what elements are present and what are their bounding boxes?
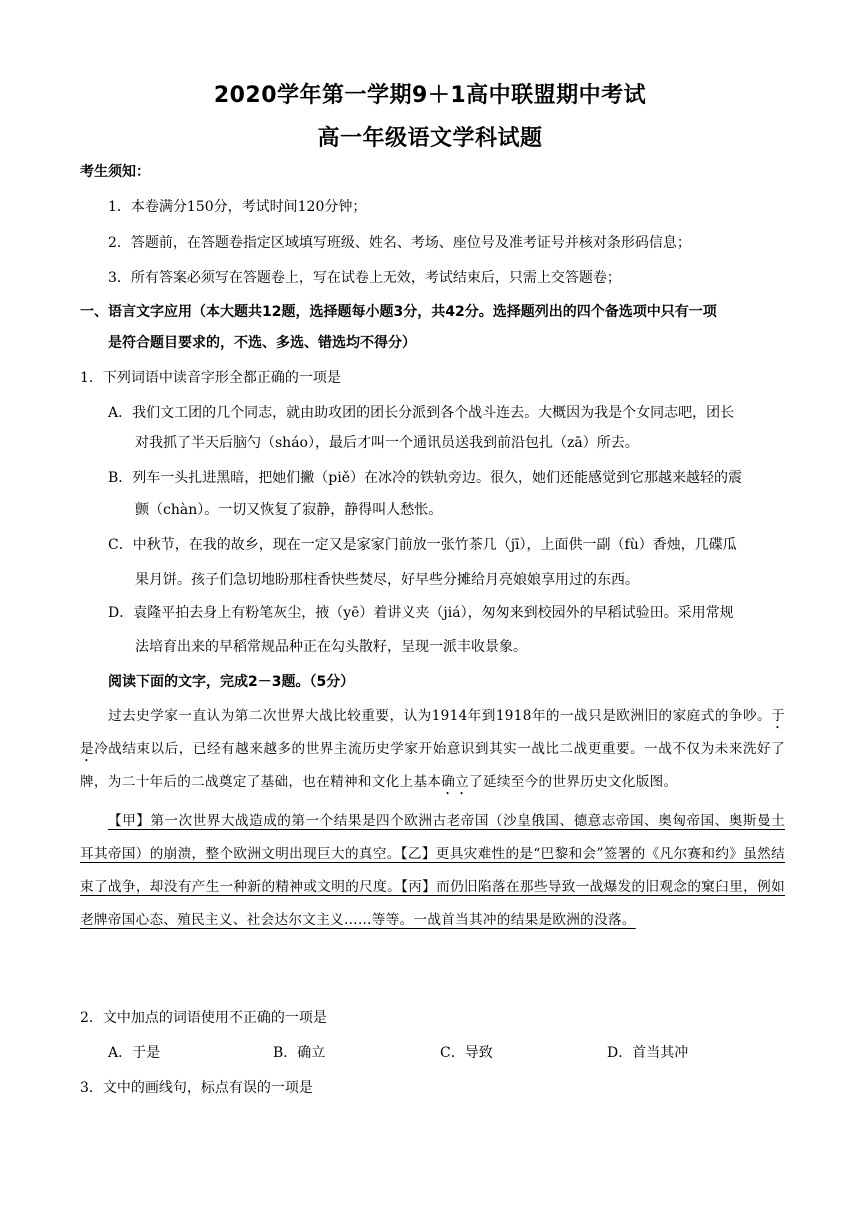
section1-heading-cont: 是符合题目要求的，不选、多选、错选均不得分） (108, 335, 416, 351)
q1-option-d-cont: 法培育出来的早稻常规品种正在勾头散籽，呈现一派丰收景象。 (135, 639, 527, 655)
para1-text-3: 了延续至今的世界历史文化版图。 (469, 774, 678, 790)
passage-paragraph-1 (80, 700, 785, 799)
exam-subtitle: 高一年级语文学科试题 (317, 126, 543, 151)
notice-item-3: 3．所有答案必须写在答题卷上，写在试卷上无效，考试结束后，只需上交答题卷； (108, 270, 621, 286)
q2-option-d: D．首当其冲 (607, 1045, 689, 1061)
notice-item-1: 1．本卷满分150分，考试时间120分钟； (108, 199, 367, 215)
q1-option-c-cont: 果月饼。孩子们急切地盼那柱香快些焚尽，好早些分摊给月亮娘娘享用过的东西。 (135, 572, 639, 588)
q2-stem: 2．文中加点的词语使用不正确的一项是 (80, 1010, 327, 1026)
q2-option-a: A．于是 (108, 1045, 161, 1061)
dotted-word-queli: 确立 (441, 774, 470, 790)
q2-option-c: C．导致 (440, 1045, 493, 1061)
q1-option-d: D．袁隆平拍去身上有粉笔灰尘，掖（yē）着讲义夹（jiá），匆匆来到校园外的早稻试验田。采用常规 (108, 605, 734, 621)
para1-text-1: 过去史学家一直认为第二次世界大战比较重要，认为1914年到1918年的一战只是欧洲旧的家庭式的争吵。 (108, 708, 772, 724)
notice-heading: 考生须知： (80, 164, 150, 180)
exam-title: 2020学年第一学期9＋1高中联盟期中考试 (213, 83, 647, 108)
passage-paragraph-2-underlined: 【甲】第一次世界大战造成的第一个结果是四个欧洲古老帝国（沙皇俄国、德意志帝国、奥匈帝国、奥斯曼土耳其帝国）的崩溃，整个欧洲文明出现巨大的真空。【乙】更具灾难性的是“巴黎和会”签署的《凡尔赛和约》虽然结束了战争，却没有产生一种新的精神或文明的尺度。【丙】而仍旧陷落在那些导致一战爆发的旧观念的窠臼里，例如老牌帝国心态、殖民主义、社会达尔文主义……等等。一战首当其冲的结果是欧洲的没落。 (80, 813, 785, 928)
q3-stem: 3．文中的画线句，标点有误的一项是 (80, 1080, 313, 1096)
notice-item-2: 2．答题前，在答题卷指定区域填写班级、姓名、考场、座位号及准考证号并核对条形码信息； (108, 235, 691, 251)
section1-heading: 一、语言文字应用（本大题共12题，选择题每小题3分，共42分。选择题列出的四个备选项中只有一项 (80, 304, 717, 320)
q1-option-a: A．我们文工团的几个同志，就由助攻团的团长分派到各个战斗连去。大概因为我是个女同志吧，团长 (108, 405, 735, 421)
q1-option-a-cont: 对我抓了半天后脑勺（sháo），最后才叫一个通讯员送我到前沿包扎（zā）所去。 (135, 435, 639, 451)
q1-option-c: C．中秋节，在我的故乡，现在一定又是家家门前放一张竹茶几（jī），上面供一副（fù）香烛，几碟瓜 (108, 537, 737, 553)
dotted-word-yushi: 于是 (80, 708, 785, 757)
para1-text-2: 冷战结束以后，已经有越来越多的世界主流历史学家开始意识到其实一战比二战更重要。一战不仅为未来洗好了牌，为二十年后的二战奠定了基础，也在精神和文化上基本 (80, 741, 785, 790)
q2-option-b: B．确立 (273, 1045, 326, 1061)
q1-option-b: B．列车一头扎进黑暗，把她们撇（piě）在冰冷的铁轨旁边。很久，她们还能感觉到它那越来越轻的震 (108, 470, 743, 486)
q1-stem: 1．下列词语中读音字形全都正确的一项是 (80, 370, 341, 386)
reading-passage (80, 700, 785, 937)
q1-option-b-cont: 颤（chàn）。一切又恢复了寂静，静得叫人愁怅。 (135, 502, 443, 518)
reading-instruction: 阅读下面的文字，完成2－3题。（5分） (108, 674, 355, 690)
